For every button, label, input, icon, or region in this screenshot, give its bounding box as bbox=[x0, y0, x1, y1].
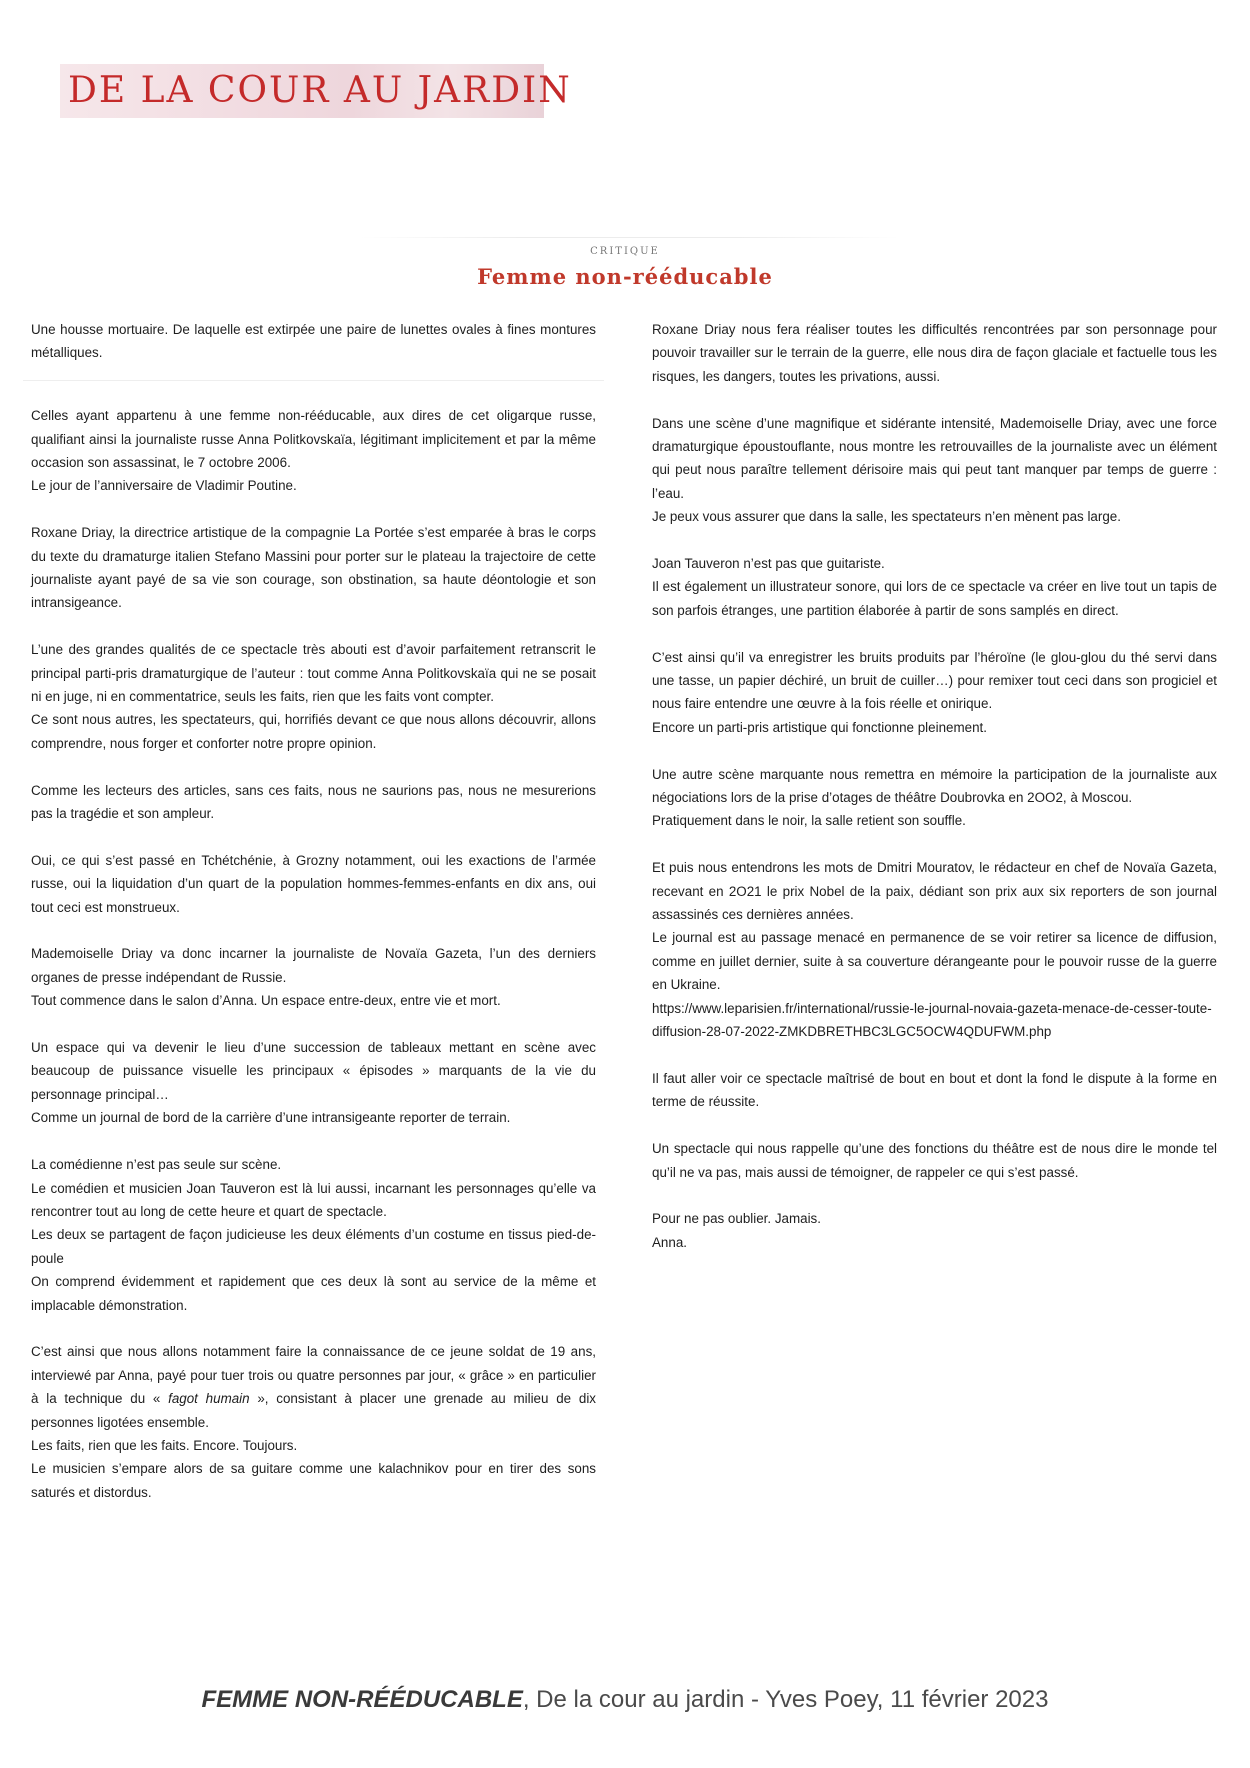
paragraph-line: Il est également un illustrateur sonore, qui lors de ce spectacle va créer en live tout un tapis de son parfois étranges, une partition élaborée à partir de sons samplés en direct. bbox=[652, 579, 1217, 618]
article-paragraph bbox=[652, 763, 1217, 833]
article-paragraph bbox=[31, 404, 596, 498]
article-paragraph bbox=[31, 779, 596, 826]
paragraph-line: Les deux se partagent de façon judicieuse les deux éléments d’un costume en tissus pied-de-poule bbox=[31, 1227, 596, 1266]
article-paragraph bbox=[31, 849, 596, 919]
paragraph-line: Une housse mortuaire. De laquelle est extirpée une paire de lunettes ovales à fines montures métalliques. bbox=[31, 322, 596, 361]
caption-title: FEMME NON-RÉÉDUCABLE bbox=[201, 1686, 523, 1713]
paragraph-line: Le comédien et musicien Joan Tauveron est là lui aussi, incarnant les personnages qu’elle va rencontrer tout au long de cette heure et quart de spectacle. bbox=[31, 1180, 596, 1219]
paragraph-line: Tout commence dans le salon d’Anna. Un espace entre-deux, entre vie et mort. bbox=[31, 993, 501, 1009]
paragraph-line: Joan Tauveron n’est pas que guitariste. bbox=[652, 556, 885, 572]
paragraph-line: Ce sont nous autres, les spectateurs, qui, horrifiés devant ce que nous allons découvrir, allons comprendre, nous forger et conforter notre propre opinion. bbox=[31, 712, 596, 751]
paragraph-line: Dans une scène d’une magnifique et sidérante intensité, Mademoiselle Driay, avec une force dramaturgique époustouflante, nous montre les retrouvailles de la journaliste avec un élément qui peut nous paraître tellement dérisoire mais qui peut tant manquer par temps de guerre : l’eau. bbox=[652, 415, 1217, 501]
article-paragraph bbox=[652, 412, 1217, 529]
article-paragraph bbox=[652, 552, 1217, 622]
paragraph-line: Le musicien s’empare alors de sa guitare comme une kalachnikov pour en tirer des sons saturés et distordus. bbox=[31, 1461, 596, 1500]
paragraph-line: Pratiquement dans le noir, la salle retient son souffle. bbox=[652, 813, 966, 829]
article-paragraph bbox=[652, 1207, 1217, 1254]
article-paragraph bbox=[652, 856, 1217, 1043]
paragraph-line: Une autre scène marquante nous remettra en mémoire la participation de la journaliste aux négociations lors de la prise d’otages de théâtre Doubrovka en 2OO2, à Moscou. bbox=[652, 766, 1217, 806]
paragraph-line: Et puis nous entendrons les mots de Dmitri Mouratov, le rédacteur en chef de Novaïa Gazeta, recevant en 2O21 le prix Nobel de la paix, dédiant son prix aux six reporters de son journal assassinés ces dernières années. bbox=[652, 860, 1217, 923]
paragraph-line: C’est ainsi que nous allons notamment faire la connaissance de ce jeune soldat de 19 ans, interviewé par Anna, payé pour tuer trois ou quatre personnes par jour, « grâce » en particulier à la technique du « fagot humain », consistant à placer une grenade au milieu de dix personnes ligotées ensemble. bbox=[31, 1344, 596, 1430]
article-paragraph bbox=[31, 1153, 596, 1317]
source-link[interactable]: https://www.leparisien.fr/international/russie-le-journal-novaia-gazeta-menace-de-cesser-toute-diffusion-28-07-2022-ZMKDBRETHBC3LGC5OCW4QDUFWM.php bbox=[652, 1000, 1212, 1040]
article-paragraph bbox=[31, 318, 596, 381]
article-paragraph bbox=[31, 1340, 596, 1504]
article-paragraph bbox=[31, 638, 596, 755]
article-title: Femme non-rééducable bbox=[477, 264, 773, 289]
paragraph-line: Je peux vous assurer que dans la salle, les spectateurs n’en mènent pas large. bbox=[652, 509, 1121, 525]
paragraph-line: Le journal est au passage menacé en permanence de se voir retirer sa licence de diffusion, comme en juillet dernier, suite à sa couverture dérangeante pour le pouvoir russe de la guerre en Ukraine. bbox=[652, 930, 1217, 993]
publication-logo[interactable] bbox=[60, 64, 572, 118]
paragraph-line: C’est ainsi qu’il va enregistrer les bruits produits par l’héroïne (le glou-glou du thé servi dans une tasse, un papier déchiré, un bruit de cuiller…) pour remixer tout ceci dans son progiciel et nous faire entendre une œuvre à la fois réelle et onirique. bbox=[652, 649, 1217, 712]
paragraph-line: Anna. bbox=[652, 1234, 687, 1250]
paragraph-line: Comme les lecteurs des articles, sans ces faits, nous ne saurions pas, nous ne mesurerions pas la tragédie et son ampleur. bbox=[31, 782, 596, 822]
paragraph-line: Le jour de l’anniversaire de Vladimir Poutine. bbox=[31, 478, 297, 494]
paragraph-line: Pour ne pas oublier. Jamais. bbox=[652, 1211, 821, 1227]
header-divider bbox=[360, 237, 900, 238]
paragraph-line: La comédienne n’est pas seule sur scène. bbox=[31, 1157, 282, 1173]
logo-text: DE LA COUR AU JARDIN bbox=[68, 70, 572, 111]
paragraph-line: Un espace qui va devenir le lieu d’une succession de tableaux mettant en scène avec beaucoup de puissance visuelle les principaux « épisodes » marquants de la vie du personnage principal… bbox=[31, 1040, 596, 1102]
paragraph-line: Roxane Driay, la directrice artistique de la compagnie La Portée s’est emparée à bras le corps du texte du dramaturge italien Stefano Massini pour porter sur le plateau la trajectoire de cette journaliste ayant payé de sa vie son courage, son obstination, sa haute déontologie et son intransigeance. bbox=[31, 525, 596, 611]
article-paragraph bbox=[652, 646, 1217, 740]
paragraph-line: Roxane Driay nous fera réaliser toutes les difficultés rencontrées par son personnage pour pouvoir travailler sur le terrain de la guerre, elle nous dira de façon glaciale et factuelle tous les risques, les dangers, toutes les privations, aussi. bbox=[652, 322, 1217, 384]
source-caption bbox=[0, 1686, 1250, 1714]
article-kicker: CRITIQUE bbox=[590, 246, 660, 257]
article-paragraph bbox=[652, 1137, 1217, 1184]
article-left-column bbox=[31, 318, 596, 1504]
emphasis-text: fagot humain bbox=[168, 1391, 250, 1407]
article-right-column bbox=[652, 318, 1217, 1254]
article-paragraph bbox=[652, 1067, 1217, 1114]
paragraph-line: Celles ayant appartenu à une femme non-rééducable, aux dires de cet oligarque russe, qualifiant ainsi la journaliste russe Anna Politkovskaïa, légitimant implicitement et par la même occasion son assassinat, le 7 octobre 2006. bbox=[31, 408, 596, 471]
article-paragraph bbox=[31, 521, 596, 615]
paragraph-line: Comme un journal de bord de la carrière d’une intransigeante reporter de terrain. bbox=[31, 1110, 511, 1126]
paragraph-line: Oui, ce qui s’est passé en Tchétchénie, à Grozny notamment, oui les exactions de l’armée russe, oui la liquidation d’un quart de la population hommes-femmes-enfants en dix ans, oui tout ceci est monstrueux. bbox=[31, 852, 596, 915]
paragraph-line: Il faut aller voir ce spectacle maîtrisé de bout en bout et dont la fond le dispute à la forme en terme de réussite. bbox=[652, 1070, 1217, 1110]
paragraph-line: Les faits, rien que les faits. Encore. Toujours. bbox=[31, 1437, 298, 1453]
paragraph-line: Mademoiselle Driay va donc incarner la journaliste de Novaïa Gazeta, l’un des derniers organes de presse indépendant de Russie. bbox=[31, 946, 596, 985]
article-paragraph bbox=[31, 1036, 596, 1130]
paragraph-line: On comprend évidemment et rapidement que ces deux là sont au service de la même et implacable démonstration. bbox=[31, 1274, 596, 1313]
paragraph-line: L’une des grandes qualités de ce spectacle très abouti est d’avoir parfaitement retranscrit le principal parti-pris dramaturgique de l’auteur : tout comme Anna Politkovskaïa qui ne se posait ni en juge, ni en commentatrice, seuls les faits, rien que les faits vont compter. bbox=[31, 642, 596, 705]
article-paragraph bbox=[652, 318, 1217, 388]
paragraph-line: Encore un parti-pris artistique qui fonctionne pleinement. bbox=[652, 719, 987, 735]
caption-source: , De la cour au jardin - Yves Poey, 11 février 2023 bbox=[522, 1686, 1049, 1713]
article-paragraph bbox=[31, 942, 596, 1012]
paragraph-line: Un spectacle qui nous rappelle qu’une des fonctions du théâtre est de nous dire le monde tel qu’il ne va pas, mais aussi de témoigner, de rappeler ce qui s’est passé. bbox=[652, 1141, 1217, 1180]
